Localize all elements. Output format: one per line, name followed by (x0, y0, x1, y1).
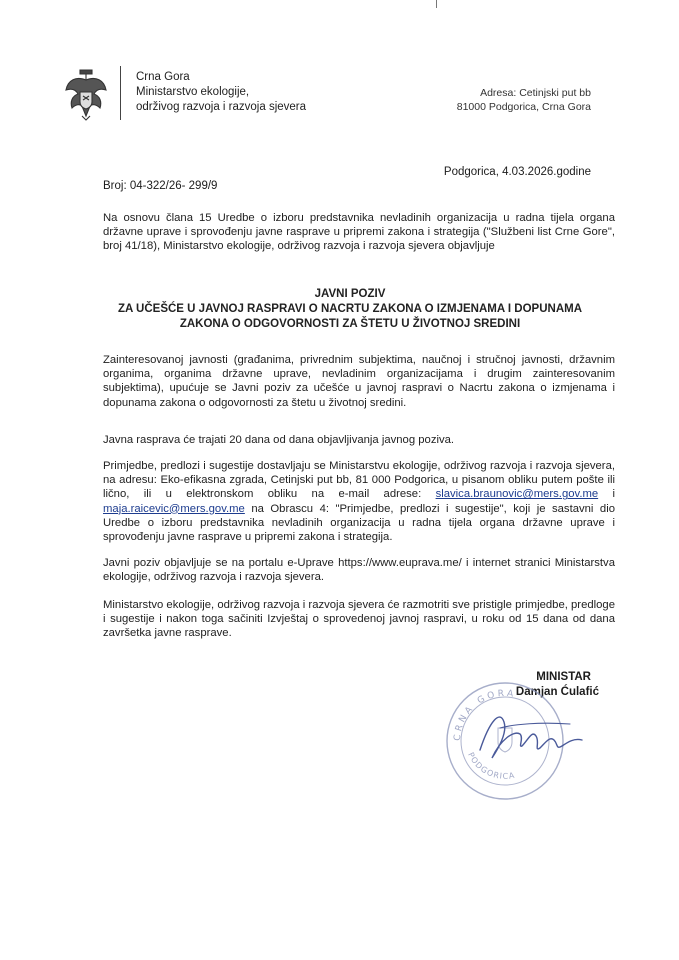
body-paragraph-2: Javna rasprava će trajati 20 dana od dana objavljivanja javnog poziva. (103, 434, 455, 446)
org-country: Crna Gora (136, 71, 190, 83)
email-link-1[interactable]: slavica.braunovic@mers.gov.me (435, 488, 599, 501)
email-link-2[interactable]: maja.raicevic@mers.gov.me (103, 502, 245, 515)
body-paragraph-3 (103, 459, 615, 544)
coat-of-arms-icon (62, 66, 110, 122)
minister-title: MINISTAR (536, 671, 591, 683)
address-city: 81000 Podgorica, Crna Gora (456, 101, 591, 113)
body-paragraph-5: Ministarstvo ekologije, održivog razvoja i razvoja sjevera će razmotriti sve pristigle primjedbe, predloge i sugestije i nakon toga sačiniti Izvještaj o sprovedenoj javnoj raspravi, u roku od 15 dana od dana završetka javne rasprave. (103, 599, 615, 640)
title-line-3: ZAKONA O ODGOVORNOSTI ZA ŠTETU U ŽIVOTNOJ SREDINI (179, 318, 521, 330)
organization-block (136, 70, 306, 115)
document-title (70, 287, 630, 332)
p3-text-after: na Obrascu 4: "Primjedbe, predlozi i sugestije", koji je sastavni dio Uredbe o izboru predstavnika nevladinih organizacija u radna tijela organa državne uprave i sprovođenju javne rasprave u pripremi zakona i strategija. (103, 502, 615, 544)
body-paragraph-1: Zainteresovanoj javnosti (građanima, privrednim subjektima, naučnoj i stručnoj javnosti, državnim organima, organima državne uprave, nevladinim organizacijama i drugim zainteresovanim subjektima), upućuje se Javni poziv za učešće u javnoj raspravi o Nacrtu zakona o izmjenama i dopunama zakona o odgovornosti za štetu u životnoj sredini. (103, 354, 615, 409)
place-date: Podgorica, 4.03.2026.godine (443, 166, 591, 178)
address-block (457, 86, 591, 114)
minister-name: Damjan Ćulafić (515, 686, 599, 698)
scan-mark (436, 0, 437, 8)
handwritten-signature (470, 700, 590, 770)
body-paragraph-4: Javni poziv objavljuje se na portalu e-Uprave https://www.euprava.me/ i internet stranici Ministarstva ekologije, održivog razvoja i razvoja sjevera. (103, 557, 615, 584)
org-ministry-cont: održivog razvoja i razvoja sjevera (136, 101, 307, 113)
header-divider (120, 66, 121, 120)
intro-paragraph: Na osnovu člana 15 Uredbe o izboru predstavnika nevladinih organizacija u radna tijela organa državne uprave i sprovođenju javne rasprave u pripremi zakona i strategija ("Službeni list Crne Gore", broj 41/18), Ministarstvo ekologije, održivog razvoja i razvoja sjevera objavljuje (103, 212, 615, 253)
title-line-1: JAVNI POZIV (314, 288, 386, 300)
reference-number: Broj: 04-322/26- 299/9 (103, 180, 218, 192)
title-line-2: ZA UČEŠĆE U JAVNOJ RASPRAVI O NACRTU ZAKONA O IZMJENAMA I DOPUNAMA (117, 303, 583, 315)
stamp-text-top: CRNA GORA (452, 688, 517, 742)
p3-text-mid: i (598, 488, 616, 501)
p3-text-before: Primjedbe, predlozi i sugestije dostavljaju se Ministarstvu ekologije, održivog razvoja i razvoja sjevera, na adresu: Eko-efikasna zgrada, Cetinjski put bb, 81 000 Podgorica, u pisanom obliku putem pošte ili lično, ili u elektronskom obliku na e-mail adrese: (103, 460, 615, 501)
address-street: Adresa: Cetinjski put bb (480, 87, 591, 99)
stamp-text-bottom: PODGORICA (466, 750, 516, 781)
org-ministry: Ministarstvo ekologije, (136, 86, 250, 98)
